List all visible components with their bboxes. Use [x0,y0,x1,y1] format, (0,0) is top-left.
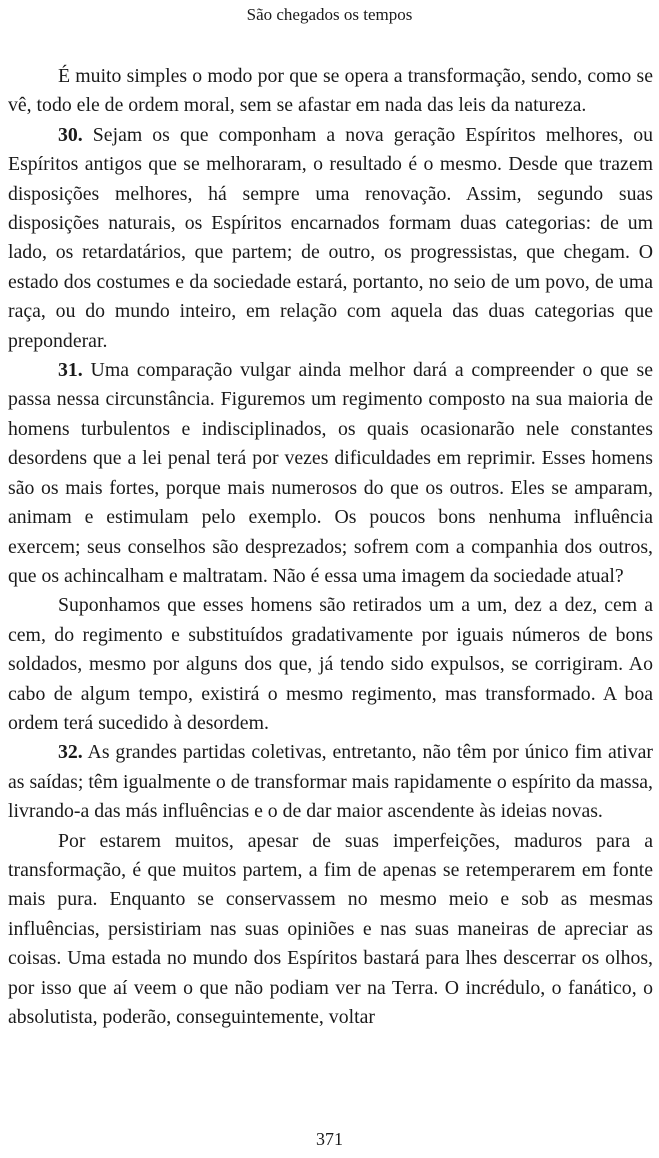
paragraph-text: Suponhamos que esses homens são retirados um a um, dez a dez, cem a cem, do regimento e substituídos gradativamente por iguais números de bons soldados, mesmo por alguns dos que, já tendo sido expulsos, se corrigiram. Ao cabo de algum tempo, existirá o mesmo regimento, mas transformado. A boa ordem terá sucedido à desordem. [8,594,653,734]
paragraph-text: É muito simples o modo por que se opera a transformação, sendo, como se vê, todo ele de ordem moral, sem se afastar em nada das leis da natureza. [8,65,653,117]
body-text [8,62,653,1032]
paragraph-text: Por estarem muitos, apesar de suas imperfeições, maduros para a transformação, é que muitos partem, a fim de apenas se retemperarem em fonte mais pura. Enquanto se conservassem no mesmo meio e sob as mesmas influências, persistiriam nas suas opiniões e nas suas maneiras de apreciar as coisas. Uma estada no mundo dos Espíritos bastará para lhes descerrar os olhos, por isso que aí veem o que não podiam ver na Terra. O incrédulo, o fanático, o absolutista, poderão, conseguintemente, voltar [8,829,653,1028]
paragraph [8,827,653,1033]
paragraph [8,591,653,738]
paragraph [8,121,653,356]
page-number: 371 [316,1129,343,1149]
paragraph [8,356,653,591]
paragraph-number: 30. [58,123,83,146]
paragraph-text: Uma comparação vulgar ainda melhor dará a compreender o que se passa nessa circunstância. Figuremos um regimento composto na sua maioria de homens turbulentos e indisciplinados, os quais ocasionarão nele constantes desordens que a lei penal terá por vezes dificuldades em reprimir. Esses homens são os mais fortes, porque mais numerosos do que os outros. Eles se amparam, animam e estimulam pelo exemplo. Os poucos bons nenhuma influência exercem; seus conselhos são desprezados; sofrem com a companhia dos outros, que os achincalham e maltratam. Não é essa uma imagem da sociedade atual? [8,359,653,587]
paragraph-number: 32. [58,741,83,764]
paragraph-text: Sejam os que componham a nova geração Espíritos melhores, ou Espíritos antigos que se melhoraram, o resultado é o mesmo. Desde que trazem disposições melhores, há sempre uma renovação. Assim, segundo suas disposições naturais, os Espíritos encarnados formam duas categorias: de um lado, os retardatários, que partem; de outro, os progressistas, que chegam. O estado dos costumes e da sociedade estará, portanto, no seio de um povo, de uma raça, ou do mundo inteiro, em relação com aquela das duas categorias que preponderar. [8,123,653,352]
paragraph [8,738,653,826]
paragraph [8,62,653,121]
running-head: São chegados os tempos [246,5,413,24]
paragraph-number: 31. [58,359,83,382]
paragraph-text: As grandes partidas coletivas, entretanto, não têm por único fim ativar as saídas; têm igualmente o de transformar mais rapidamente o espírito da massa, livrando-a das más influências e o de dar maior ascendente às ideias novas. [8,741,653,823]
